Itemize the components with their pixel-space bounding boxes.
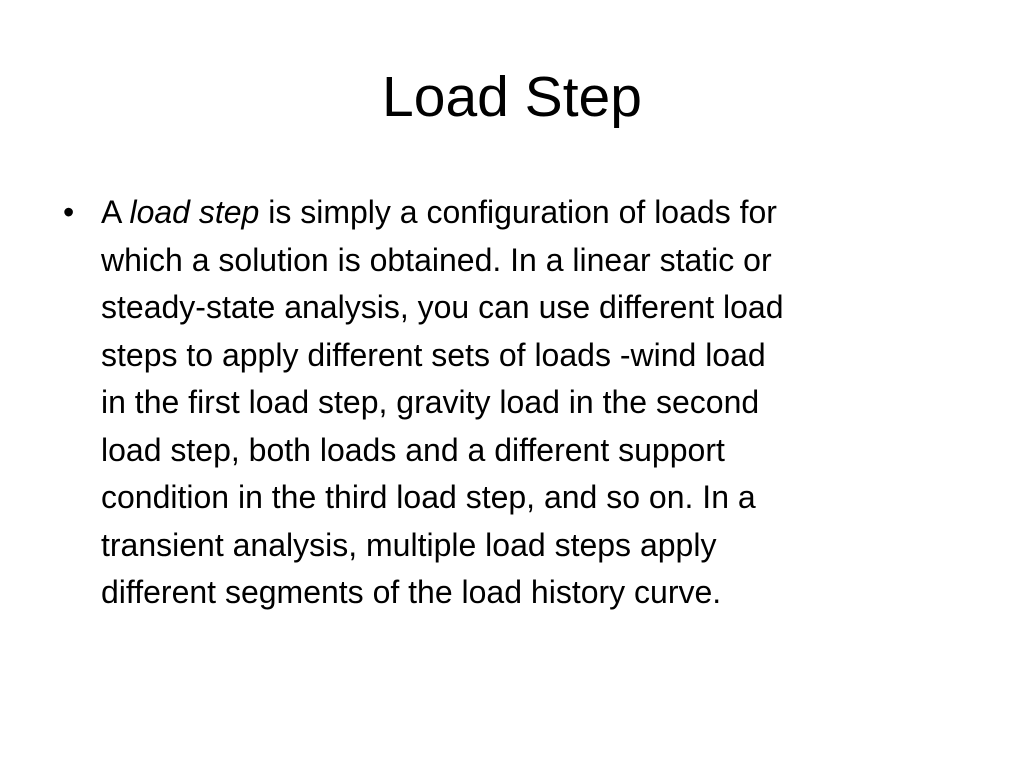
bullet-text [101, 189, 960, 617]
bullet-line: which a solution is obtained. In a linear static or [101, 241, 772, 278]
bullet-line: steps to apply different sets of loads -wind load [101, 336, 766, 373]
bullet-line: steady-state analysis, you can use different load [101, 289, 784, 325]
bullet-line: load step, both loads and a different support [101, 431, 725, 468]
bullet-line: different segments of the load history curve. [101, 574, 722, 610]
bullet-lead-text: A [101, 194, 130, 230]
bullet-item [60, 189, 960, 617]
bullet-list [60, 189, 960, 617]
bullet-line-1 [101, 189, 960, 237]
bullet-marker: • [63, 194, 75, 230]
bullet-line: transient analysis, multiple load steps apply [101, 526, 717, 563]
slide-title: Load Step [382, 65, 642, 129]
bullet-line-1-rest: is simply a configuration of loads for [259, 194, 777, 230]
bullet-line: in the first load step, gravity load in the second [101, 384, 760, 420]
emphasized-term: load step [129, 194, 260, 230]
bullet-line: condition in the third load step, and so on. In a [101, 479, 756, 515]
